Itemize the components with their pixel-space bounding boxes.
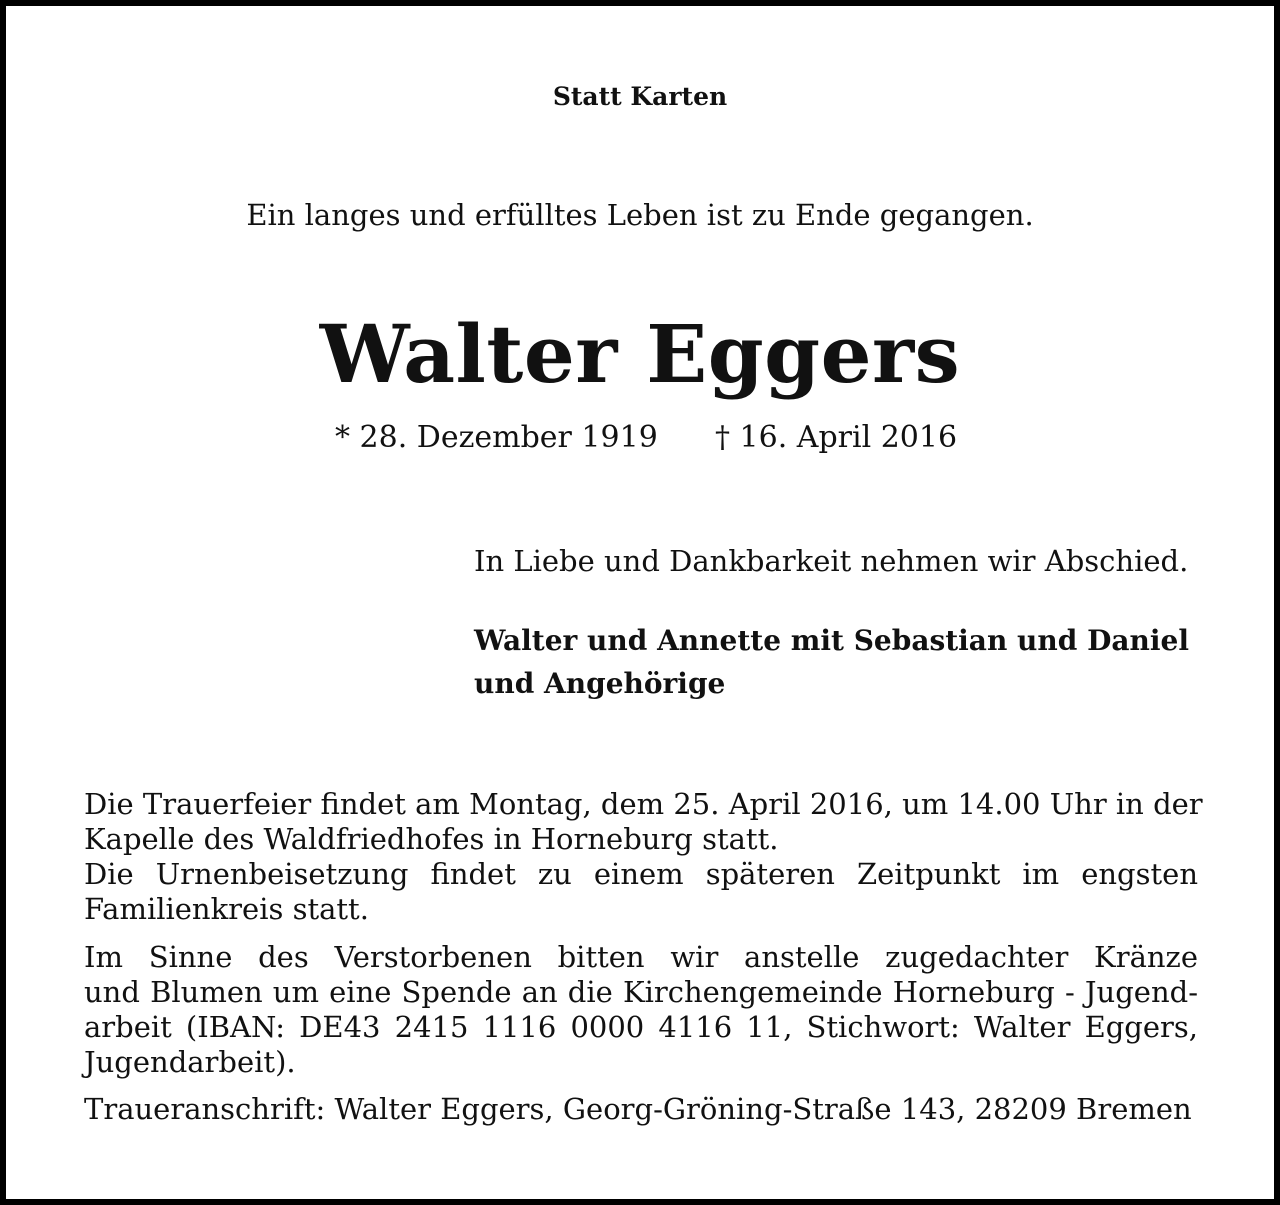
- donation-line: und Blumen um eine Spende an die Kirchengemeinde Horneburg - Jugend-: [84, 975, 1198, 1009]
- donation-paragraph: [84, 940, 1198, 1080]
- service-paragraph: [84, 787, 1203, 857]
- header-statt-karten: Statt Karten: [552, 82, 728, 111]
- address-paragraph: [84, 1092, 1198, 1127]
- deceased-name: Walter Eggers: [319, 307, 961, 401]
- birth-date: * 28. Dezember 1919: [335, 420, 658, 455]
- mourners-block: [474, 619, 1189, 705]
- intro-line: Ein langes und erfülltes Leben ist zu Ende gegangen.: [246, 198, 1034, 232]
- service-line: Kapelle des Waldfriedhofes in Horneburg statt.: [84, 822, 779, 856]
- donation-line: arbeit (IBAN: DE43 2415 1116 0000 4116 11, Stichwort: Walter Eggers,: [84, 1010, 1198, 1044]
- farewell-line: In Liebe und Dankbarkeit nehmen wir Abschied.: [474, 544, 1189, 578]
- address-line: Traueranschrift: Walter Eggers, Georg-Gröning-Straße 143, 28209 Bremen: [84, 1092, 1192, 1126]
- service-line: Die Trauerfeier findet am Montag, dem 25. April 2016, um 14.00 Uhr in der: [84, 787, 1203, 821]
- death-date: † 16. April 2016: [715, 420, 958, 455]
- donation-line: Jugendarbeit).: [84, 1045, 296, 1079]
- donation-line: Im Sinne des Verstorbenen bitten wir anstelle zugedachter Kränze: [84, 940, 1198, 974]
- urn-line: Die Urnenbeisetzung findet zu einem späteren Zeitpunkt im engsten: [84, 857, 1198, 891]
- mourners-line: Walter und Annette mit Sebastian und Daniel: [474, 624, 1189, 657]
- urn-paragraph: [84, 857, 1198, 927]
- urn-line: Familienkreis statt.: [84, 892, 369, 926]
- mourners-line: und Angehörige: [474, 667, 726, 700]
